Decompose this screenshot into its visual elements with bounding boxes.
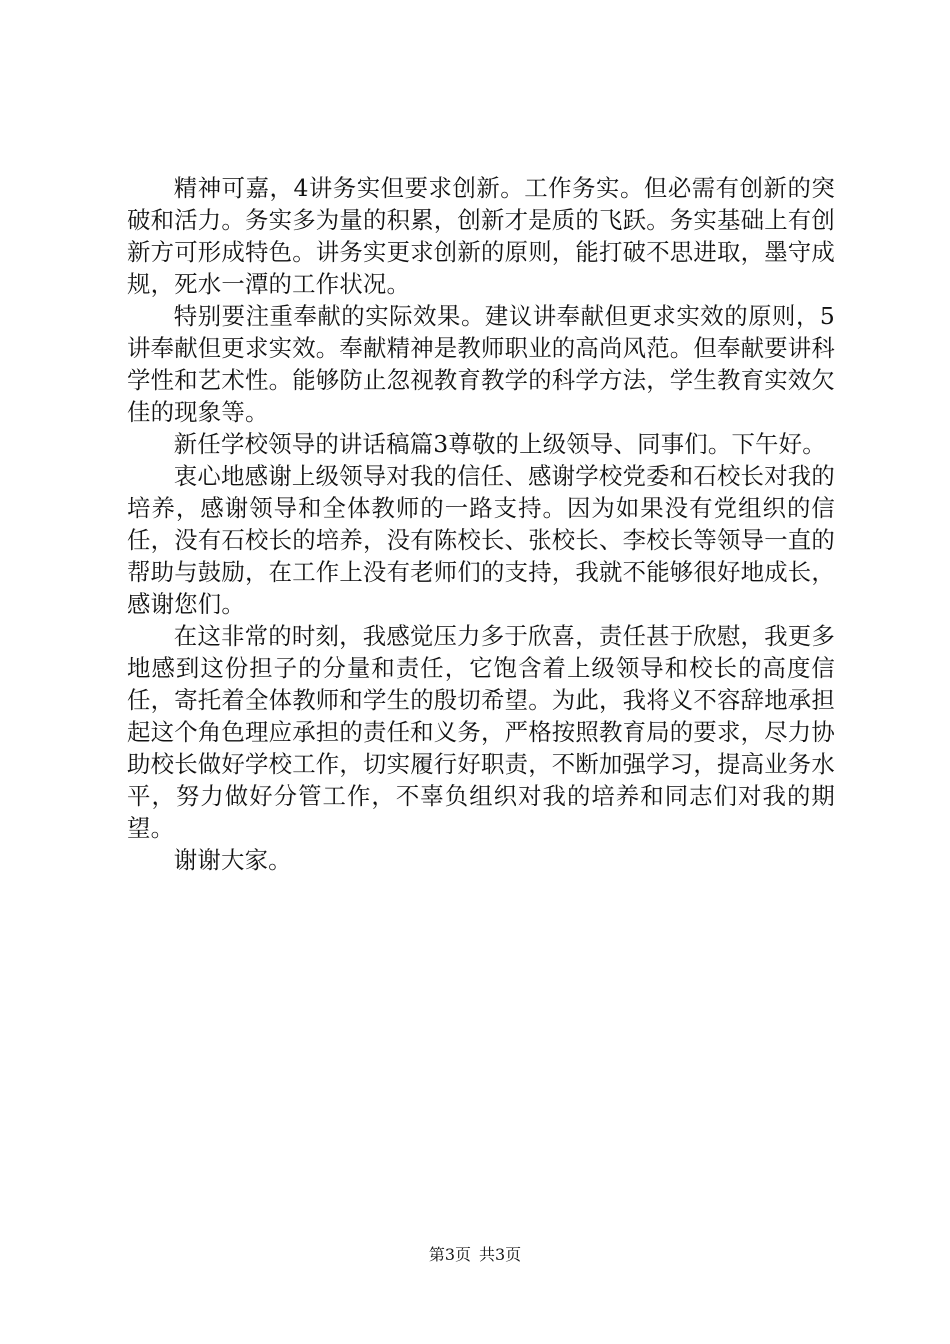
page-number-total: 共3页 xyxy=(479,1245,522,1264)
body-paragraph: 谢谢大家。 xyxy=(173,846,292,874)
document-body xyxy=(127,172,835,876)
page-footer xyxy=(0,1245,950,1265)
body-paragraph: 精神可嘉，4讲务实但要求创新。工作务实。但必需有创新的突破和活力。务实多为量的积累，创新才是质的飞跃。务实基础上有创新方可形成特色。讲务实更求创新的原则，能打破不思进取，墨守成规，死水一潭的工作状况。 xyxy=(127,174,835,298)
body-paragraph: 衷心地感谢上级领导对我的信任、感谢学校党委和石校长对我的培养，感谢领导和全体教师的一路支持。因为如果没有党组织的信任，没有石校长的培养，没有陈校长、张校长、李校长等领导一直的帮助与鼓励，在工作上没有老师们的支持，我就不能够很好地成长，感谢您们。 xyxy=(127,462,835,618)
page-number-current: 第3页 xyxy=(428,1245,471,1264)
body-paragraph: 新任学校领导的讲话稿篇3尊敬的上级领导、同事们。下午好。 xyxy=(173,430,826,458)
body-paragraph: 在这非常的时刻，我感觉压力多于欣喜，责任甚于欣慰，我更多地感到这份担子的分量和责任，它饱含着上级领导和校长的高度信任，寄托着全体教师和学生的殷切希望。为此，我将义不容辞地承担起这个角色理应承担的责任和义务，严格按照教育局的要求，尽力协助校长做好学校工作，切实履行好职责，不断加强学习，提高业务水平，努力做好分管工作，不辜负组织对我的培养和同志们对我的期望。 xyxy=(127,622,835,842)
body-paragraph: 特别要注重奉献的实际效果。建议讲奉献但更求实效的原则，5讲奉献但更求实效。奉献精神是教师职业的高尚风范。但奉献要讲科学性和艺术性。能够防止忽视教育教学的科学方法，学生教育实效欠佳的现象等。 xyxy=(127,302,835,426)
